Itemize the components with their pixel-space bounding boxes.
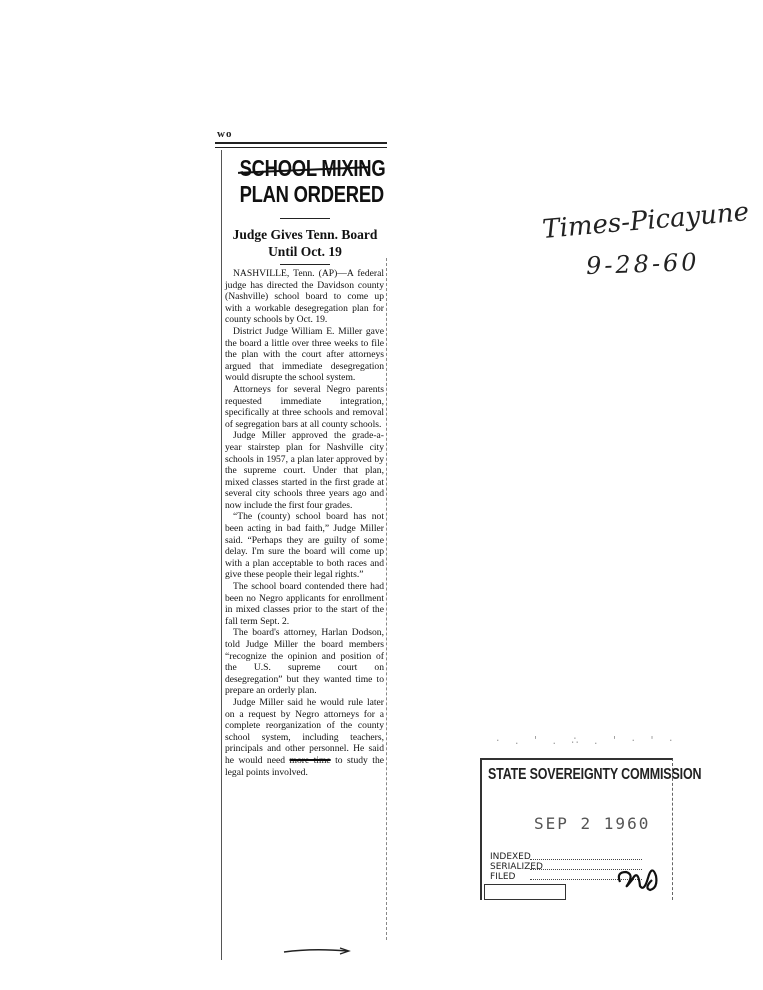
- stamp-label: FILED: [490, 872, 516, 882]
- newspaper-clipping: [215, 128, 387, 960]
- article-last-paragraph: [225, 697, 384, 778]
- handwritten-date: 9-28-60: [585, 248, 701, 280]
- stamp-label: SERIALIZED: [490, 862, 543, 872]
- clipping-right-edge: [386, 258, 387, 940]
- receipt-stamp: [476, 734, 702, 904]
- headline-line-2: PLAN ORDERED: [239, 181, 384, 207]
- article-paragraph: NASHVILLE, Tenn. (AP)—A federal judge has directed the Davidson county (Nashville) school board to come up with a workable desegregation plan for county schools by Oct. 19.: [225, 268, 384, 326]
- stamp-label: INDEXED: [490, 852, 531, 862]
- stamp-file-box: [484, 884, 566, 900]
- stamp-faint-top: · . ' . ∴ . ' · ' ·: [496, 734, 679, 747]
- headline: [239, 155, 386, 207]
- stamp-date: SEP 2 1960: [534, 814, 651, 833]
- article-paragraph: The board's attorney, Harlan Dodson, told Judge Miller the board members “recognize the opinion and position of the U.S. supreme court on desegregation” but they wanted time to prepare an orderly plan.: [225, 627, 384, 697]
- subheadline-line-2: Until Oct. 19: [268, 244, 342, 259]
- clipping-body: [221, 150, 384, 960]
- headline-divider: [280, 218, 330, 219]
- handwritten-note: [541, 197, 752, 286]
- end-arrow-mark: [282, 946, 352, 956]
- struck-words: more time: [289, 754, 331, 766]
- article-paragraph: Attorneys for several Negro parents requested immediate integration, specifically at three schools and removal of segregation bars at all county schools.: [225, 383, 384, 430]
- subheadline-line-1: Judge Gives Tenn. Board: [232, 227, 378, 242]
- article-paragraph: District Judge William E. Miller gave the board a little over three weeks to file the plan with the court after attorneys argued that immediate desegregation would disrupte the school system.: [225, 325, 384, 384]
- article-text: [225, 268, 384, 778]
- clipping-corner-mark: wo: [217, 128, 233, 140]
- stamp-title: STATE SOVEREIGNTY COMMISSION: [488, 766, 702, 783]
- article-paragraph: The school board contended there had been no Negro applicants for enrollment in mixed classes prior to the start of the fall term Sept. 2.: [225, 581, 384, 627]
- handwritten-source: Times-Picayune: [541, 197, 751, 245]
- subheadline-divider: [280, 264, 330, 265]
- article-paragraph: “The (county) school board has not been acting in bad faith,” Judge Miller said. “Perhaps they are guilty of some delay. I'm sure the board will come up with a plan acceptable to both races and give these people their legal rights.”: [225, 511, 384, 581]
- headline-line-1: SCHOOL MIXING: [239, 155, 386, 181]
- last-paragraph-start: Judge Miller said he would rule later on a request by Negro attorneys for a complete reorganization of the county school system, including teachers, principals and other personnel. He said he would need: [225, 696, 384, 766]
- handwritten-initials: [614, 858, 662, 894]
- subheadline: [226, 226, 384, 260]
- article-paragraph: Judge Miller approved the grade-a-year stairstep plan for Nashville city schools in 1957, a plan later approved by the supreme court. Under that plan, mixed classes started in the first grade at several city schools three years ago and now include the first four grades.: [225, 430, 384, 511]
- last-paragraph-end: to study the legal points involved.: [225, 754, 384, 778]
- clipping-top-rule: [215, 142, 387, 148]
